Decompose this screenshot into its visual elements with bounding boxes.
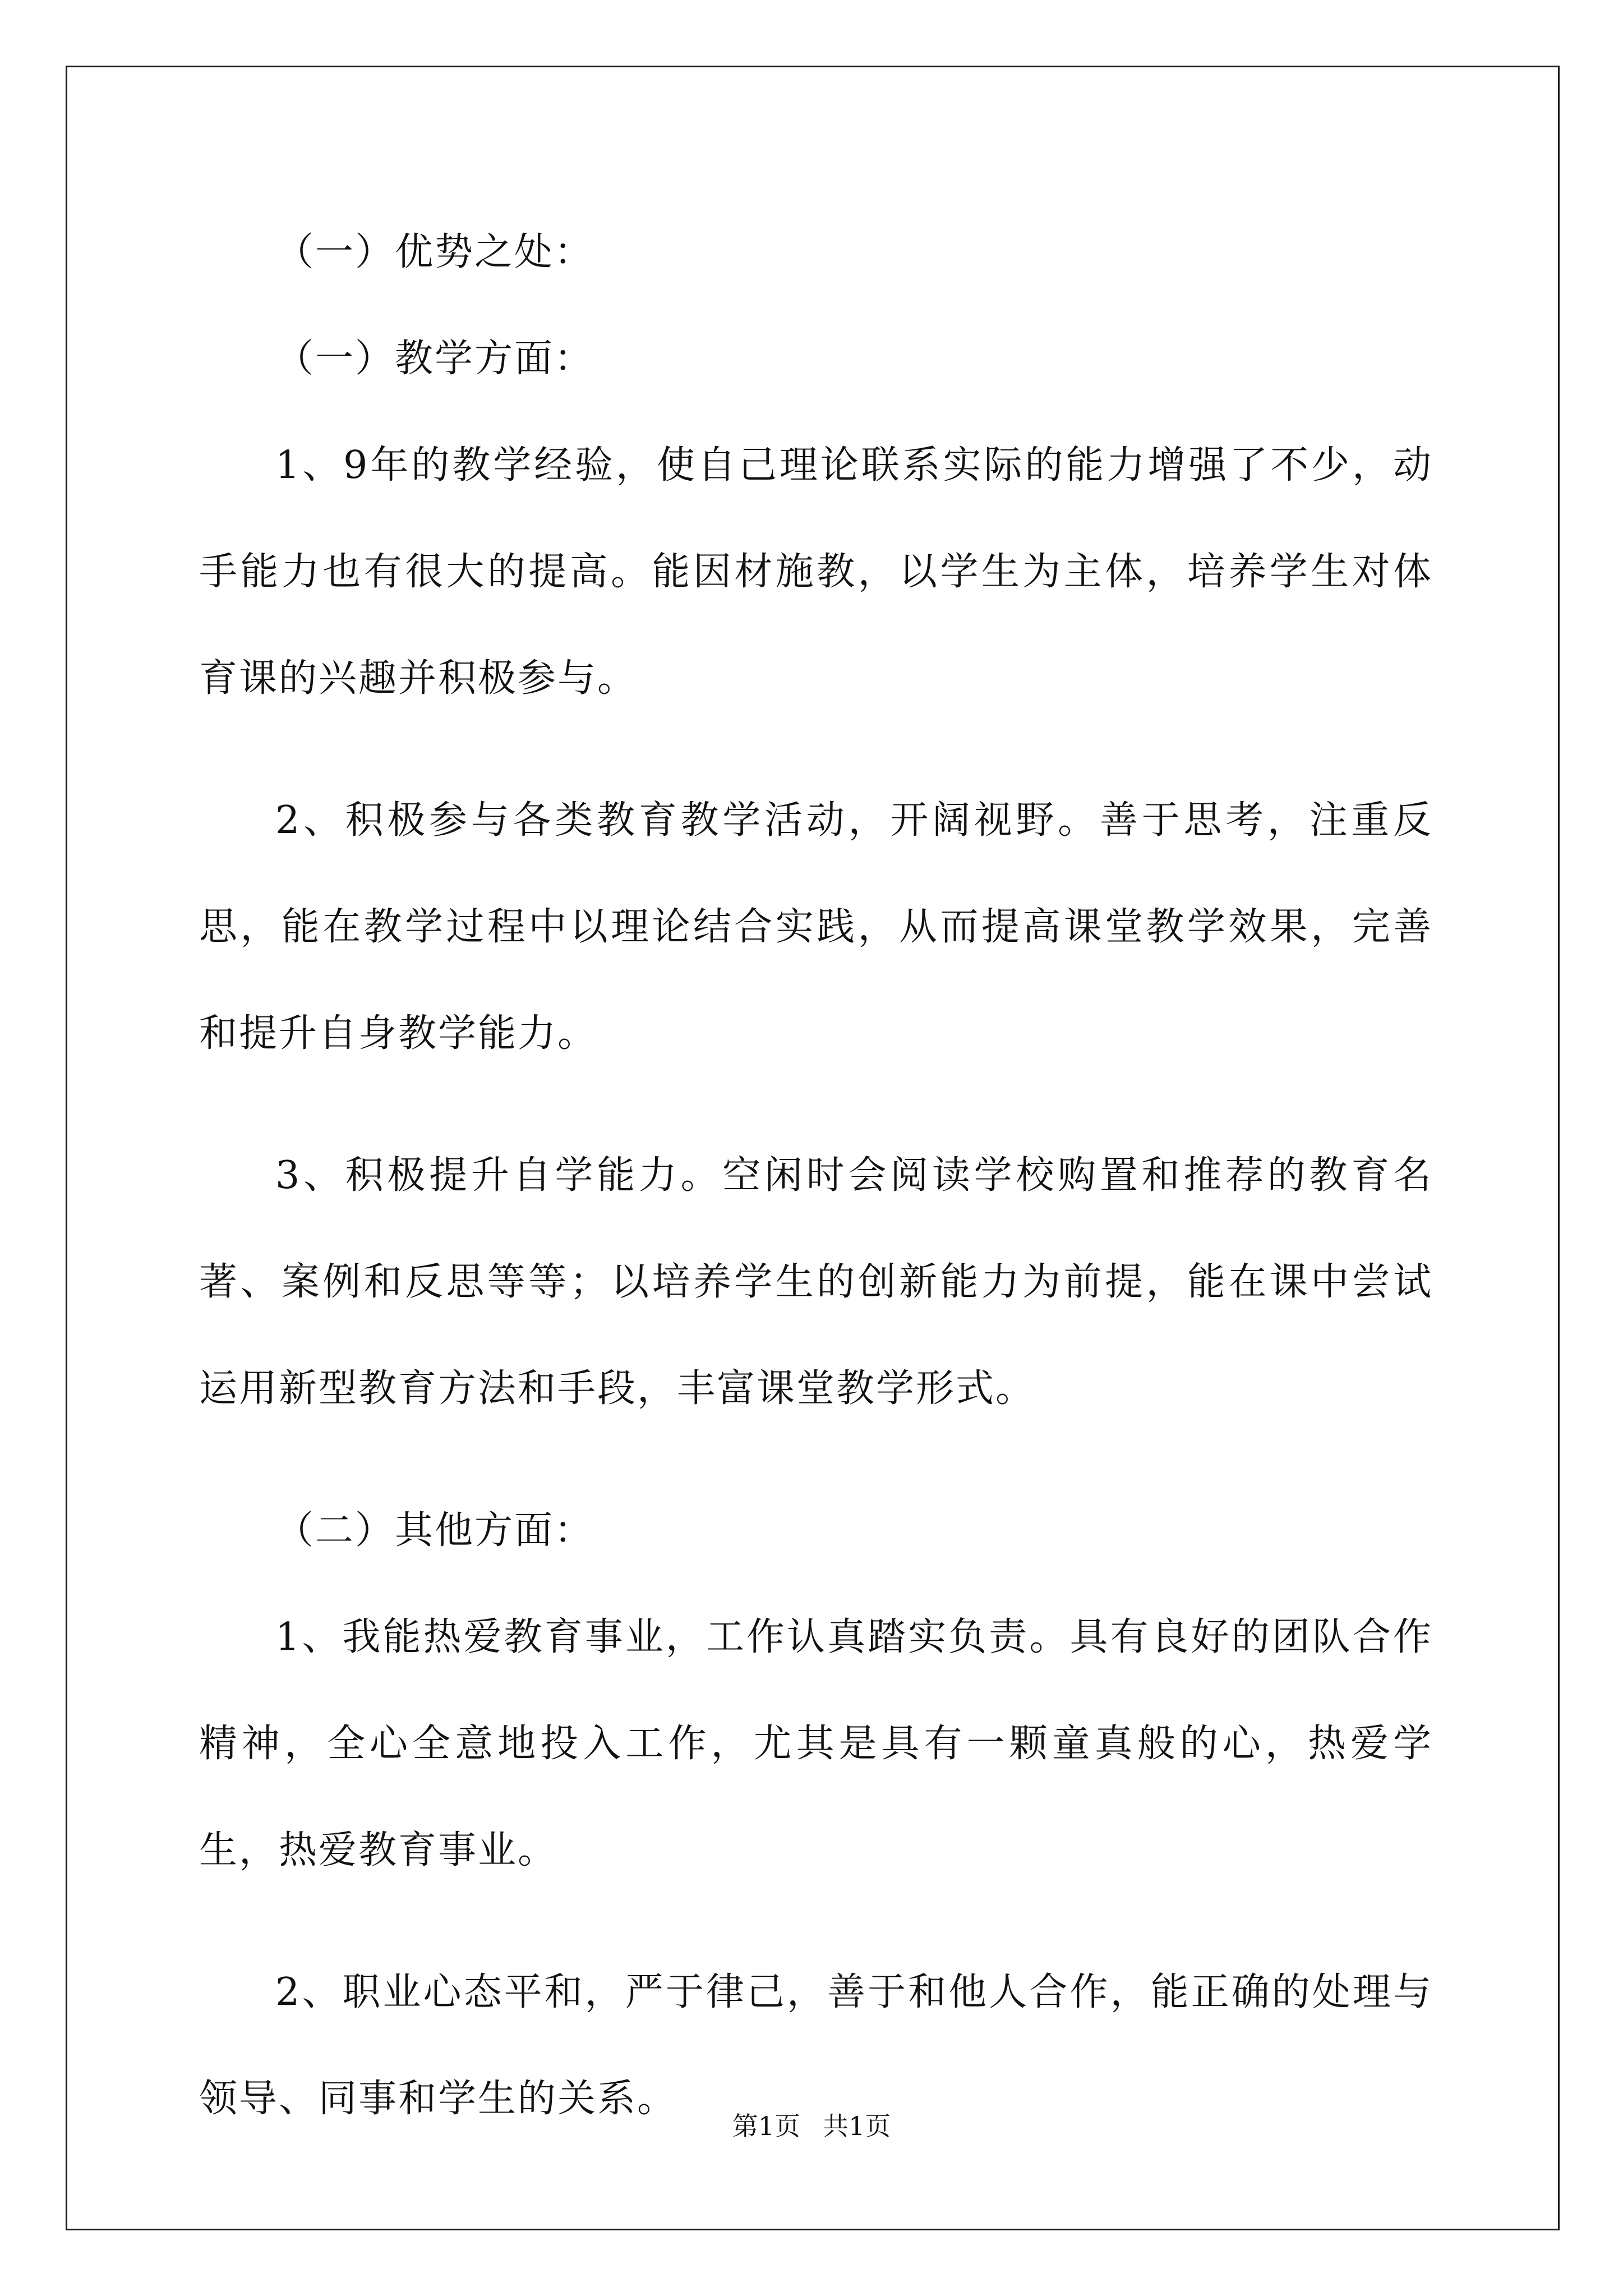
- paragraph-attitude: 2、职业心态平和，严于律己，善于和他人合作，能正确的处理与领导、同事和学生的关系。: [199, 1970, 1433, 2121]
- page-footer: [0, 2109, 1623, 2143]
- subsection-heading-teaching: （一）教学方面：: [275, 337, 594, 381]
- paragraph-dedication: 1、我能热爱教育事业，工作认真踏实负责。具有良好的团队合作精神，全心全意地投入工作，尤其是具有一颗童真般的心，热爱学生，热爱教育事业。: [199, 1615, 1433, 1872]
- paragraph-teaching-experience: 1、9年的教学经验，使自己理论联系实际的能力增强了不少，动手能力也有很大的提高。能因材施教，以学生为主体，培养学生对体育课的兴趣并积极参与。: [199, 443, 1433, 701]
- section-heading-advantages: （一）优势之处：: [275, 230, 594, 274]
- paragraph-teaching-activities: 2、积极参与各类教育教学活动，开阔视野。善于思考，注重反思，能在教学过程中以理论结合实践，从而提高课堂教学效果，完善和提升自身教学能力。: [199, 798, 1433, 1056]
- page-number-current: 第1页: [732, 2111, 800, 2141]
- document-body: [199, 199, 1433, 2188]
- subsection-heading-other: （二）其他方面：: [275, 1508, 594, 1553]
- page-number-total: 共1页: [823, 2111, 891, 2141]
- paragraph-self-study: 3、积极提升自学能力。空闲时会阅读学校购置和推荐的教育名著、案例和反思等等；以培养学生的创新能力为前提，能在课中尝试运用新型教育方法和手段，丰富课堂教学形式。: [199, 1153, 1433, 1411]
